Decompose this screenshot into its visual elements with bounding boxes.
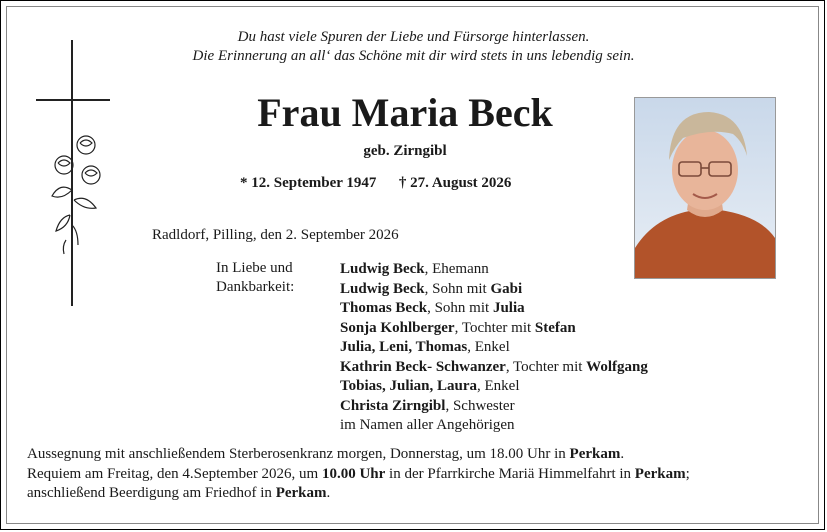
member-relation: , Sohn mit — [427, 300, 493, 316]
notice-line-3 — [27, 484, 690, 504]
place-and-date: Radldorf, Pilling, den 2. September 2026 — [152, 227, 399, 243]
member-relation: , Enkel — [467, 339, 510, 355]
member-name: Christa Zirngibl — [340, 397, 446, 414]
birth-name: geb. Zirngibl — [363, 143, 447, 159]
notice-place: Perkam — [275, 485, 327, 501]
portrait-photo — [634, 97, 776, 279]
member-relation: , Schwester — [445, 397, 515, 414]
member-partner: Wolfgang — [586, 358, 648, 375]
member-name: Ludwig Beck — [340, 280, 425, 297]
verse-line-1: Du hast viele Spuren der Liebe und Fürsorge hinterlassen. — [237, 29, 590, 45]
member-relation: , Ehemann — [424, 261, 489, 277]
family-list — [340, 260, 648, 436]
member-name: Thomas Beck — [340, 300, 428, 316]
member-partner: Gabi — [490, 280, 523, 297]
cross-with-roses-icon — [36, 40, 112, 310]
family-row — [340, 358, 648, 378]
member-partner: Julia — [492, 300, 525, 316]
member-relation: , Enkel — [477, 378, 520, 394]
member-partner: Stefan — [534, 319, 576, 336]
family-row — [340, 416, 648, 436]
notice-text: anschließend Beerdigung am Friedhof in — [27, 485, 276, 501]
death-date: † 27. August 2026 — [398, 175, 512, 191]
thanks-line-2: Dankbarkeit: — [216, 279, 295, 295]
family-row — [340, 338, 648, 358]
life-dates — [240, 175, 511, 192]
verse-line-2: Die Erinnerung an all‘ das Schöne mit dir wird stets in uns lebendig sein. — [192, 48, 635, 64]
notice-text: in der Pfarrkirche Mariä Himmelfahrt in — [385, 465, 635, 482]
notice-line-1 — [27, 445, 690, 465]
member-name: Ludwig Beck — [340, 261, 425, 277]
notice-text: ; — [685, 465, 690, 482]
notice-time: 10.00 Uhr — [321, 465, 386, 482]
deceased-name: Frau Maria Beck — [257, 90, 553, 135]
family-row — [340, 280, 648, 300]
member-relation: , Tochter mit — [505, 358, 587, 375]
member-relation: , Tochter mit — [454, 319, 535, 336]
notice-text: . — [620, 446, 625, 462]
family-row — [340, 260, 648, 280]
member-name: Tobias, Julian, Laura — [340, 378, 477, 394]
member-relation: , Sohn mit — [424, 280, 491, 297]
member-relation: im Namen aller Angehörigen — [340, 417, 515, 433]
member-name: Julia, Leni, Thomas — [340, 339, 468, 355]
notice-text: Requiem am Freitag, den 4.September 2026, um — [27, 465, 322, 482]
family-row — [340, 319, 648, 339]
thanks-line-1: In Liebe und — [216, 260, 293, 276]
notice-place: Perkam — [634, 465, 686, 482]
member-name: Kathrin Beck- Schwanzer — [340, 358, 506, 375]
notice-place: Perkam — [569, 446, 621, 462]
birth-date: * 12. September 1947 — [240, 175, 377, 191]
notice-line-2 — [27, 465, 690, 485]
family-row — [340, 397, 648, 417]
thanks-label — [216, 259, 326, 297]
family-row — [340, 377, 648, 397]
member-name: Sonja Kohlberger — [340, 319, 455, 336]
funeral-notice — [27, 445, 690, 504]
notice-text: . — [326, 485, 331, 501]
family-row — [340, 299, 648, 319]
notice-text: Aussegnung mit anschließendem Sterberosenkranz morgen, Donnerstag, um 18.00 Uhr in — [27, 446, 570, 462]
